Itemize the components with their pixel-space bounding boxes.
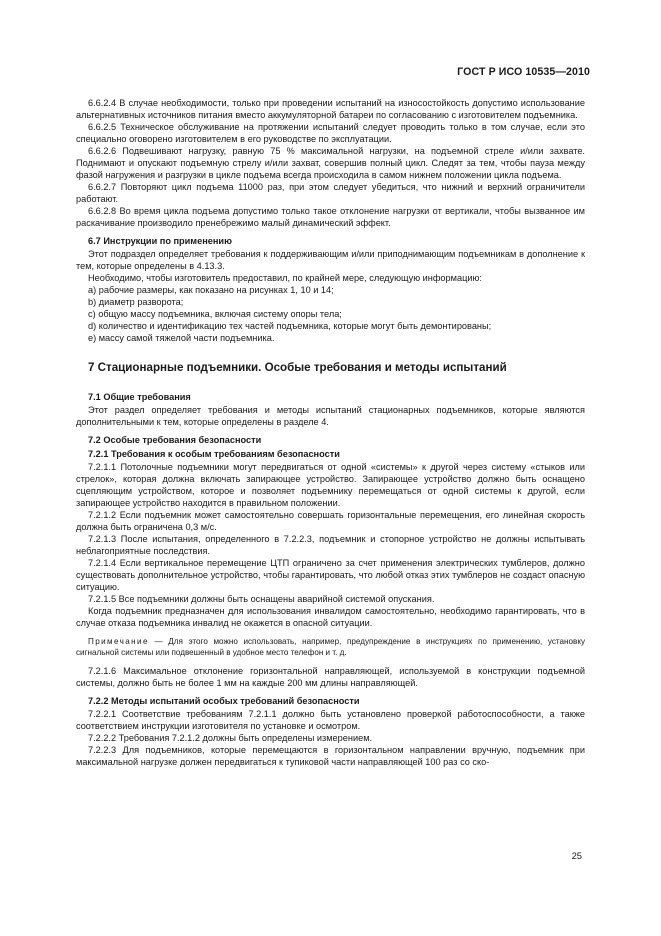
heading-section-7: 7 Стационарные подъемники. Особые требования и методы испытаний	[88, 361, 507, 374]
page-number: 25	[571, 850, 582, 861]
paragraph-6-6-2-8: 6.6.2.8 Во время цикла подъема допустимо только такое отклонение нагрузки от вертикали, чтобы вызванное им раскачивание производило пренебрежимо малый динамический эффект.	[76, 206, 585, 228]
note	[76, 636, 585, 658]
paragraph-7-2-2-1: 7.2.2.1 Соответствие требованиям 7.2.1.1 должно быть установлено проверкой работоспособности, а также соответствием инструкции изготовителя по установке и осмотром.	[76, 709, 585, 731]
heading-7-2-2: 7.2.2 Методы испытаний особых требований безопасности	[88, 696, 360, 706]
note-text: — Для этого можно использовать, например, предупреждение в инструкциях по применению, установку сигнальной системы или подвешенный в удобное место телефон и т. д.	[76, 637, 585, 657]
paragraph-7-2-1-5-cont: Когда подъемник предназначен для использования инвалидом самостоятельно, необходимо гарантировать, что в случае отказа подъемника инвалид не окажется в опасной ситуации.	[76, 606, 585, 628]
paragraph-6-7-intro: Этот подраздел определяет требования к поддерживающим и/или приподнимающим подъемникам в дополнение к тем, которые определены в 4.13.3.	[76, 249, 585, 271]
paragraph-6-6-2-6: 6.6.2.6 Подвешивают нагрузку, равную 75 % максимальной нагрузки, на подъемной стреле и/или захвате. Поднимают и опускают подъемную стрелу и/или захват, совершив полный цикл. Следят за тем, чтобы пауза между фазой нагружения и разгрузки в цикле подъема всегда происходила в самом нижнем положении цикла подъема.	[76, 146, 585, 180]
paragraph-7-2-2-2: 7.2.2.2 Требования 7.2.1.2 должны быть определены измерением.	[88, 733, 373, 743]
list-item: c) общую массу подъемника, включая систему опоры тела;	[88, 309, 342, 319]
list-item: d) количество и идентификацию тех частей подъемника, которые могут быть демонтированы;	[88, 321, 492, 331]
list-item: a) рабочие размеры, как показано на рисунках 1, 10 и 14;	[88, 285, 334, 295]
list-item: e) массу самой тяжелой части подъемника.	[88, 333, 275, 343]
paragraph-7-2-1-2: 7.2.1.2 Если подъемник может самостоятельно совершать горизонтальные перемещения, его линейная скорость должна быть ограничена 0,3 м/с.	[76, 510, 585, 532]
list-item: b) диаметр разворота;	[88, 297, 184, 307]
paragraph-6-6-2-5: 6.6.2.5 Техническое обслуживание на протяжении испытаний следует проводить только в том случае, если это специально оговорено изготовителем в его руководстве по эксплуатации.	[76, 122, 585, 144]
paragraph-7-2-1-5: 7.2.1.5 Все подъемники должны быть оснащены аварийной системой опускания.	[88, 594, 435, 604]
paragraph-7-2-1-1: 7.2.1.1 Потолочные подъемники могут передвигаться от одной «системы» к другой через систему «стыков или стрелок», которая должна включать запирающее устройство. Запирающее устройство должно быть оснащено сцепляющим устройством, которое и позволяет подъемнику перемещаться от одной системы к другой, если запирающее устройство находится в правильном положении.	[76, 462, 585, 508]
note-label: Примечание	[88, 637, 149, 646]
paragraph-7-2-1-3: 7.2.1.3 После испытания, определенного в 7.2.2.3, подъемник и стопорное устройство не должны испытывать неблагоприятные последствия.	[76, 534, 585, 556]
paragraph-7-2-2-3: 7.2.2.3 Для подъемников, которые перемещаются в горизонтальном направлении вручную, подъемник при максимальной нагрузке должен передвигаться к тупиковой части направляющей 100 раз со ско-	[76, 745, 585, 767]
paragraph-7-1: Этот раздел определяет требования и методы испытаний стационарных подъемников, которые являются дополнительными к тем, которые определены в разделе 4.	[76, 405, 585, 427]
paragraph-7-2-1-4: 7.2.1.4 Если вертикальное перемещение ЦТП ограничено за счет применения электрических тумблеров, должно существовать дополнительное устройство, чтобы гарантировать, что любой отказ этих тумблеров не создаст опасную ситуацию.	[76, 558, 585, 592]
paragraph-6-7-lead: Необходимо, чтобы изготовитель предоставил, по крайней мере, следующую информацию:	[88, 273, 482, 283]
paragraph-7-2-1-6: 7.2.1.6 Максимальное отклонение горизонтальной направляющей, используемой в конструкции подъемной системы, должно быть не более 1 мм на каждые 200 мм длины направляющей.	[76, 666, 585, 688]
page-body	[76, 97, 585, 768]
standard-header: ГОСТ Р ИСО 10535—2010	[457, 66, 590, 78]
heading-6-7: 6.7 Инструкции по применению	[88, 236, 232, 246]
paragraph-6-6-2-7: 6.6.2.7 Повторяют цикл подъема 11000 раз, при этом следует убедиться, что нижний и верхний ограничители работают.	[76, 182, 585, 204]
heading-7-1: 7.1 Общие требования	[88, 392, 191, 402]
info-list	[76, 284, 585, 344]
heading-7-2-1: 7.2.1 Требования к особым требованиям безопасности	[88, 449, 340, 459]
heading-7-2: 7.2 Особые требования безопасности	[88, 435, 262, 445]
paragraph-6-6-2-4: 6.6.2.4 В случае необходимости, только при проведении испытаний на износостойкость допустимо использование альтернативных источников питания вместо аккумуляторной батареи по согласованию с изготовителем подъемника.	[76, 98, 585, 120]
